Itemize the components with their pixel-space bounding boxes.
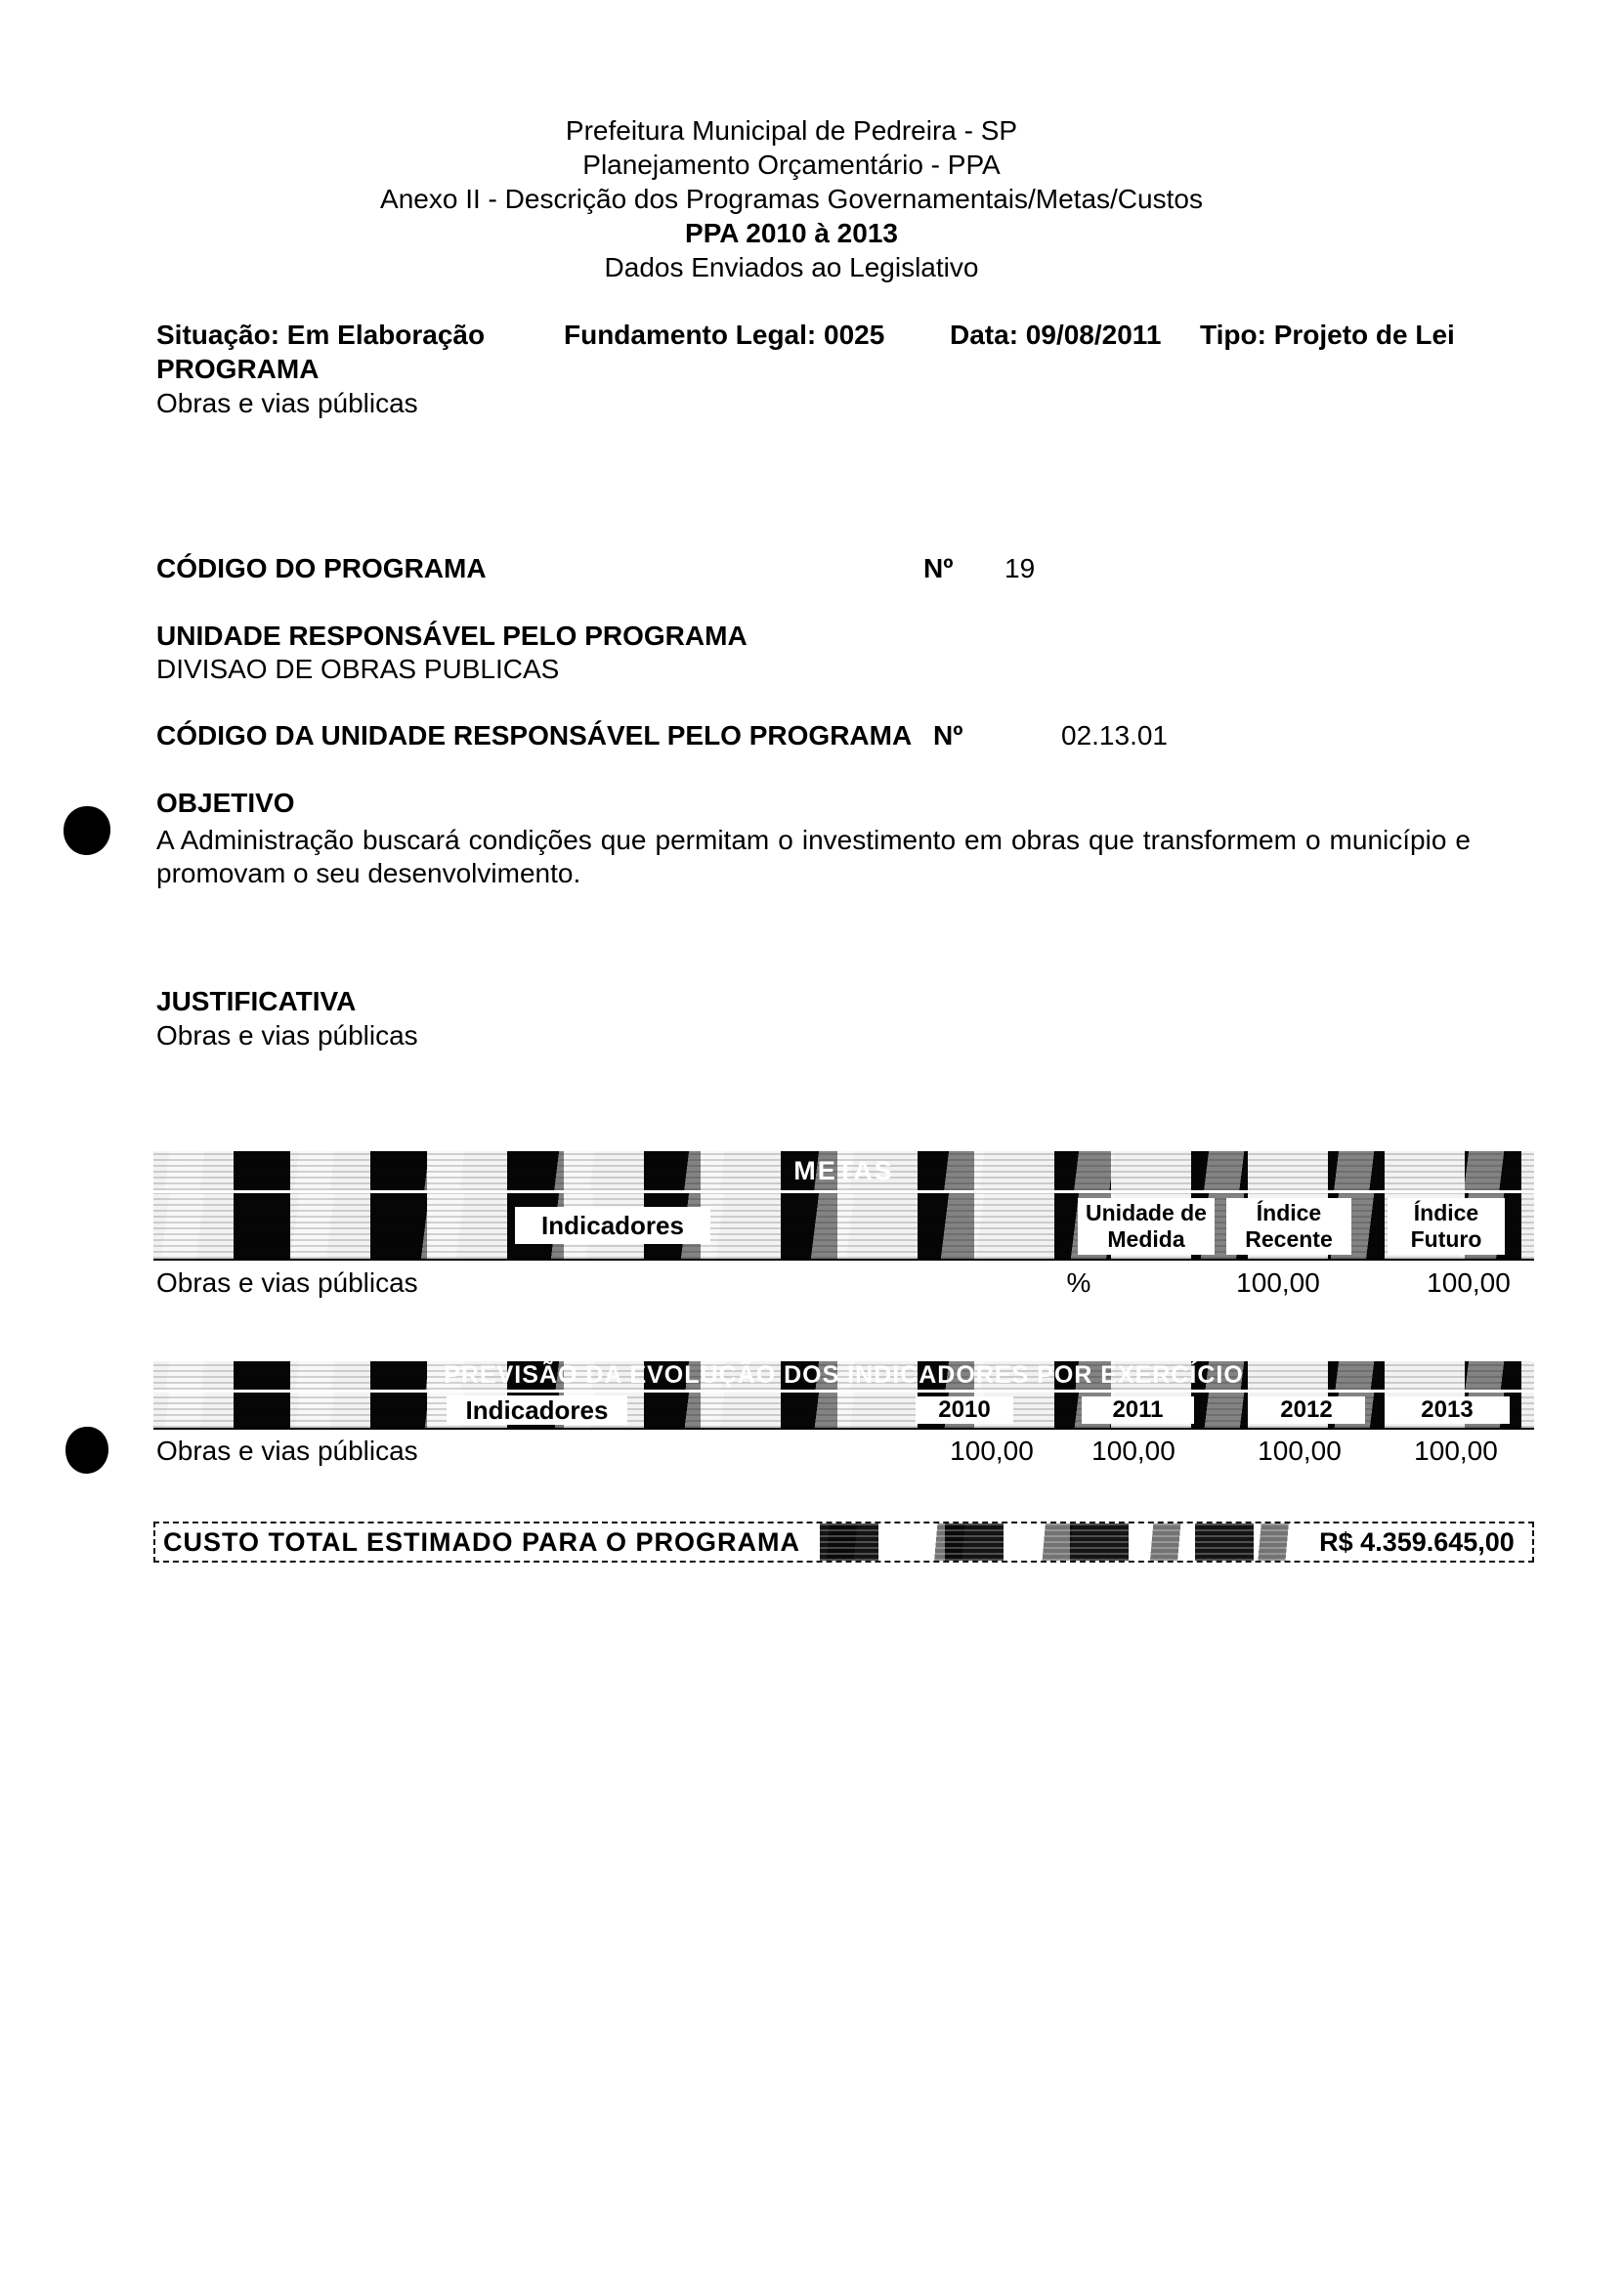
previsao-table-title: PREVISÃO DA EVOLUÇÃO DOS INDICADORES POR EXERCÍCIO [444, 1361, 1244, 1389]
previsao-cell-valor-2011: 100,00 [1091, 1436, 1175, 1466]
programa-value: Obras e vias públicas [156, 388, 418, 418]
meta-fundamento-legal: Fundamento Legal: 0025 [564, 320, 885, 350]
metas-cell-indice-recente: 100,00 [1236, 1267, 1320, 1298]
previsao-column-ano-2011: 2011 [1082, 1396, 1194, 1424]
document-header [156, 113, 1427, 284]
metas-column-indicadores: Indicadores [515, 1207, 710, 1244]
codigo-unidade-value: 02.13.01 [1061, 720, 1168, 751]
custo-total-value: R$ 4.359.645,00 [1306, 1525, 1527, 1559]
header-line-ppa-period: PPA 2010 à 2013 [685, 218, 898, 248]
metas-table-header-band [153, 1193, 1534, 1261]
justificativa-label: JUSTIFICATIVA [156, 986, 357, 1016]
scan-noise-strip [820, 1523, 1308, 1561]
codigo-programa-numero-label: Nº [923, 553, 954, 583]
custo-total-band [153, 1522, 1534, 1563]
header-line-annex: Anexo II - Descrição dos Programas Governamentais/Metas/Custos [380, 184, 1203, 214]
meta-situacao: Situação: Em Elaboração [156, 320, 486, 350]
previsao-table-title-band [153, 1361, 1534, 1393]
metas-column-indice-futuro: Índice Futuro [1388, 1198, 1505, 1255]
metas-cell-indicador: Obras e vias públicas [156, 1267, 418, 1298]
previsao-cell-valor-2010: 100,00 [950, 1436, 1034, 1466]
codigo-unidade-label: CÓDIGO DA UNIDADE RESPONSÁVEL PELO PROGRAMA [156, 720, 913, 751]
previsao-table-row [153, 1430, 1534, 1473]
objetivo-text-line-2: promovam o seu desenvolvimento. [156, 858, 581, 888]
justificativa-value: Obras e vias públicas [156, 1020, 418, 1051]
previsao-column-ano-2012: 2012 [1248, 1396, 1365, 1424]
previsao-cell-valor-2013: 100,00 [1414, 1436, 1498, 1466]
codigo-programa-label: CÓDIGO DO PROGRAMA [156, 553, 487, 583]
header-line-subtitle: Dados Enviados ao Legislativo [604, 252, 979, 282]
metas-table-title: METAS [793, 1156, 894, 1185]
previsao-table [153, 1361, 1534, 1473]
meta-tipo: Tipo: Projeto de Lei [1200, 320, 1455, 350]
previsao-table-header-band [153, 1393, 1534, 1430]
metas-table-title-band [153, 1151, 1534, 1193]
objetivo-label: OBJETIVO [156, 788, 295, 818]
previsao-cell-indicador: Obras e vias públicas [156, 1436, 418, 1466]
previsao-cell-valor-2012: 100,00 [1258, 1436, 1342, 1466]
custo-total-label: CUSTO TOTAL ESTIMADO PARA O PROGRAMA [163, 1527, 801, 1557]
punch-hole-mark-bottom [65, 1427, 108, 1474]
meta-data: Data: 09/08/2011 [950, 320, 1162, 350]
unidade-responsavel-value: DIVISAO DE OBRAS PUBLICAS [156, 654, 560, 684]
previsao-column-ano-2013: 2013 [1385, 1396, 1510, 1424]
codigo-programa-value: 19 [1004, 553, 1036, 583]
programa-label: PROGRAMA [156, 354, 320, 384]
objetivo-text-line-1: A Administração buscará condições que permitam o investimento em obras que transformem o município e [156, 825, 1471, 855]
metas-cell-unidade-medida: % [1066, 1267, 1091, 1298]
codigo-unidade-numero-label: Nº [933, 720, 963, 751]
metas-cell-indice-futuro: 100,00 [1427, 1267, 1511, 1298]
unidade-responsavel-label: UNIDADE RESPONSÁVEL PELO PROGRAMA [156, 621, 748, 651]
previsao-column-indicadores: Indicadores [447, 1395, 627, 1425]
metas-table [153, 1151, 1534, 1306]
previsao-column-ano-2010: 2010 [916, 1396, 1013, 1424]
punch-hole-mark-top [64, 806, 110, 855]
metas-column-indice-recente: Índice Recente [1226, 1198, 1351, 1255]
header-line-organization: Prefeitura Municipal de Pedreira - SP [565, 115, 1018, 146]
metas-table-row [153, 1261, 1534, 1306]
header-line-department: Planejamento Orçamentário - PPA [582, 150, 1001, 180]
metas-column-unidade-medida: Unidade de Medida [1078, 1198, 1215, 1255]
